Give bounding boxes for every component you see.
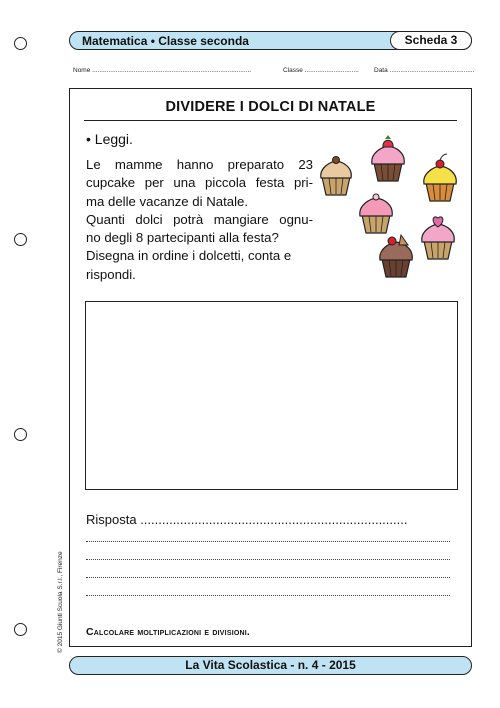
- cupcakes-illustration: [318, 133, 468, 283]
- problem-line: no degli 8 partecipanti alla festa?: [86, 230, 279, 246]
- skill-objective: Calcolare moltiplicazioni e divisioni.: [86, 626, 250, 638]
- cupcake-icon: [380, 235, 412, 277]
- answer-label: Risposta ..........................................................................: [86, 512, 408, 527]
- binder-hole-2: [14, 233, 27, 246]
- problem-line: Quanti dolci potrà mangiare ognu-: [86, 211, 313, 227]
- answer-line[interactable]: [86, 559, 450, 560]
- sheet-number: Scheda 3: [390, 31, 472, 50]
- problem-line: rispondi.: [86, 266, 136, 282]
- answer-line[interactable]: [86, 595, 450, 596]
- title-divider: [84, 120, 457, 121]
- footer-bar: La Vita Scolastica - n. 4 - 2015: [69, 656, 472, 675]
- header-subject: Matematica • Classe seconda: [82, 34, 249, 48]
- answer-line[interactable]: [86, 541, 450, 542]
- cupcake-icon: [321, 157, 352, 196]
- cupcake-icon: [424, 154, 456, 201]
- header-bar: [69, 31, 472, 50]
- binder-hole-4: [14, 623, 27, 636]
- name-field[interactable]: Nome ........................................................................................: [73, 67, 252, 74]
- date-field[interactable]: Data ...............................................: [374, 67, 475, 74]
- cupcake-icon: [360, 194, 392, 233]
- problem-text: [86, 156, 313, 284]
- binder-hole-3: [14, 428, 27, 441]
- problem-line: cupcake per una piccola festa pri-: [86, 175, 313, 191]
- problem-line: ma delle vacanze di Natale.: [86, 193, 249, 209]
- problem-line: Disegna in ordine i dolcetti, conta e: [86, 248, 292, 264]
- problem-line: Le mamme hanno preparato 23: [86, 157, 313, 172]
- class-field[interactable]: Classe ..............................: [283, 67, 359, 74]
- worksheet-title: DIVIDERE I DOLCI DI NATALE: [165, 99, 376, 115]
- answer-line[interactable]: [86, 577, 450, 578]
- instruction: • Leggi.: [86, 131, 133, 147]
- copyright-notice: © 2015 Giunti Scuola S.r.l., Firenze: [57, 551, 64, 653]
- drawing-area[interactable]: [85, 301, 458, 490]
- cupcake-icon: [422, 217, 454, 259]
- worksheet-box: [69, 88, 472, 647]
- binder-hole-1: [14, 37, 27, 50]
- cupcake-icon: [372, 135, 404, 181]
